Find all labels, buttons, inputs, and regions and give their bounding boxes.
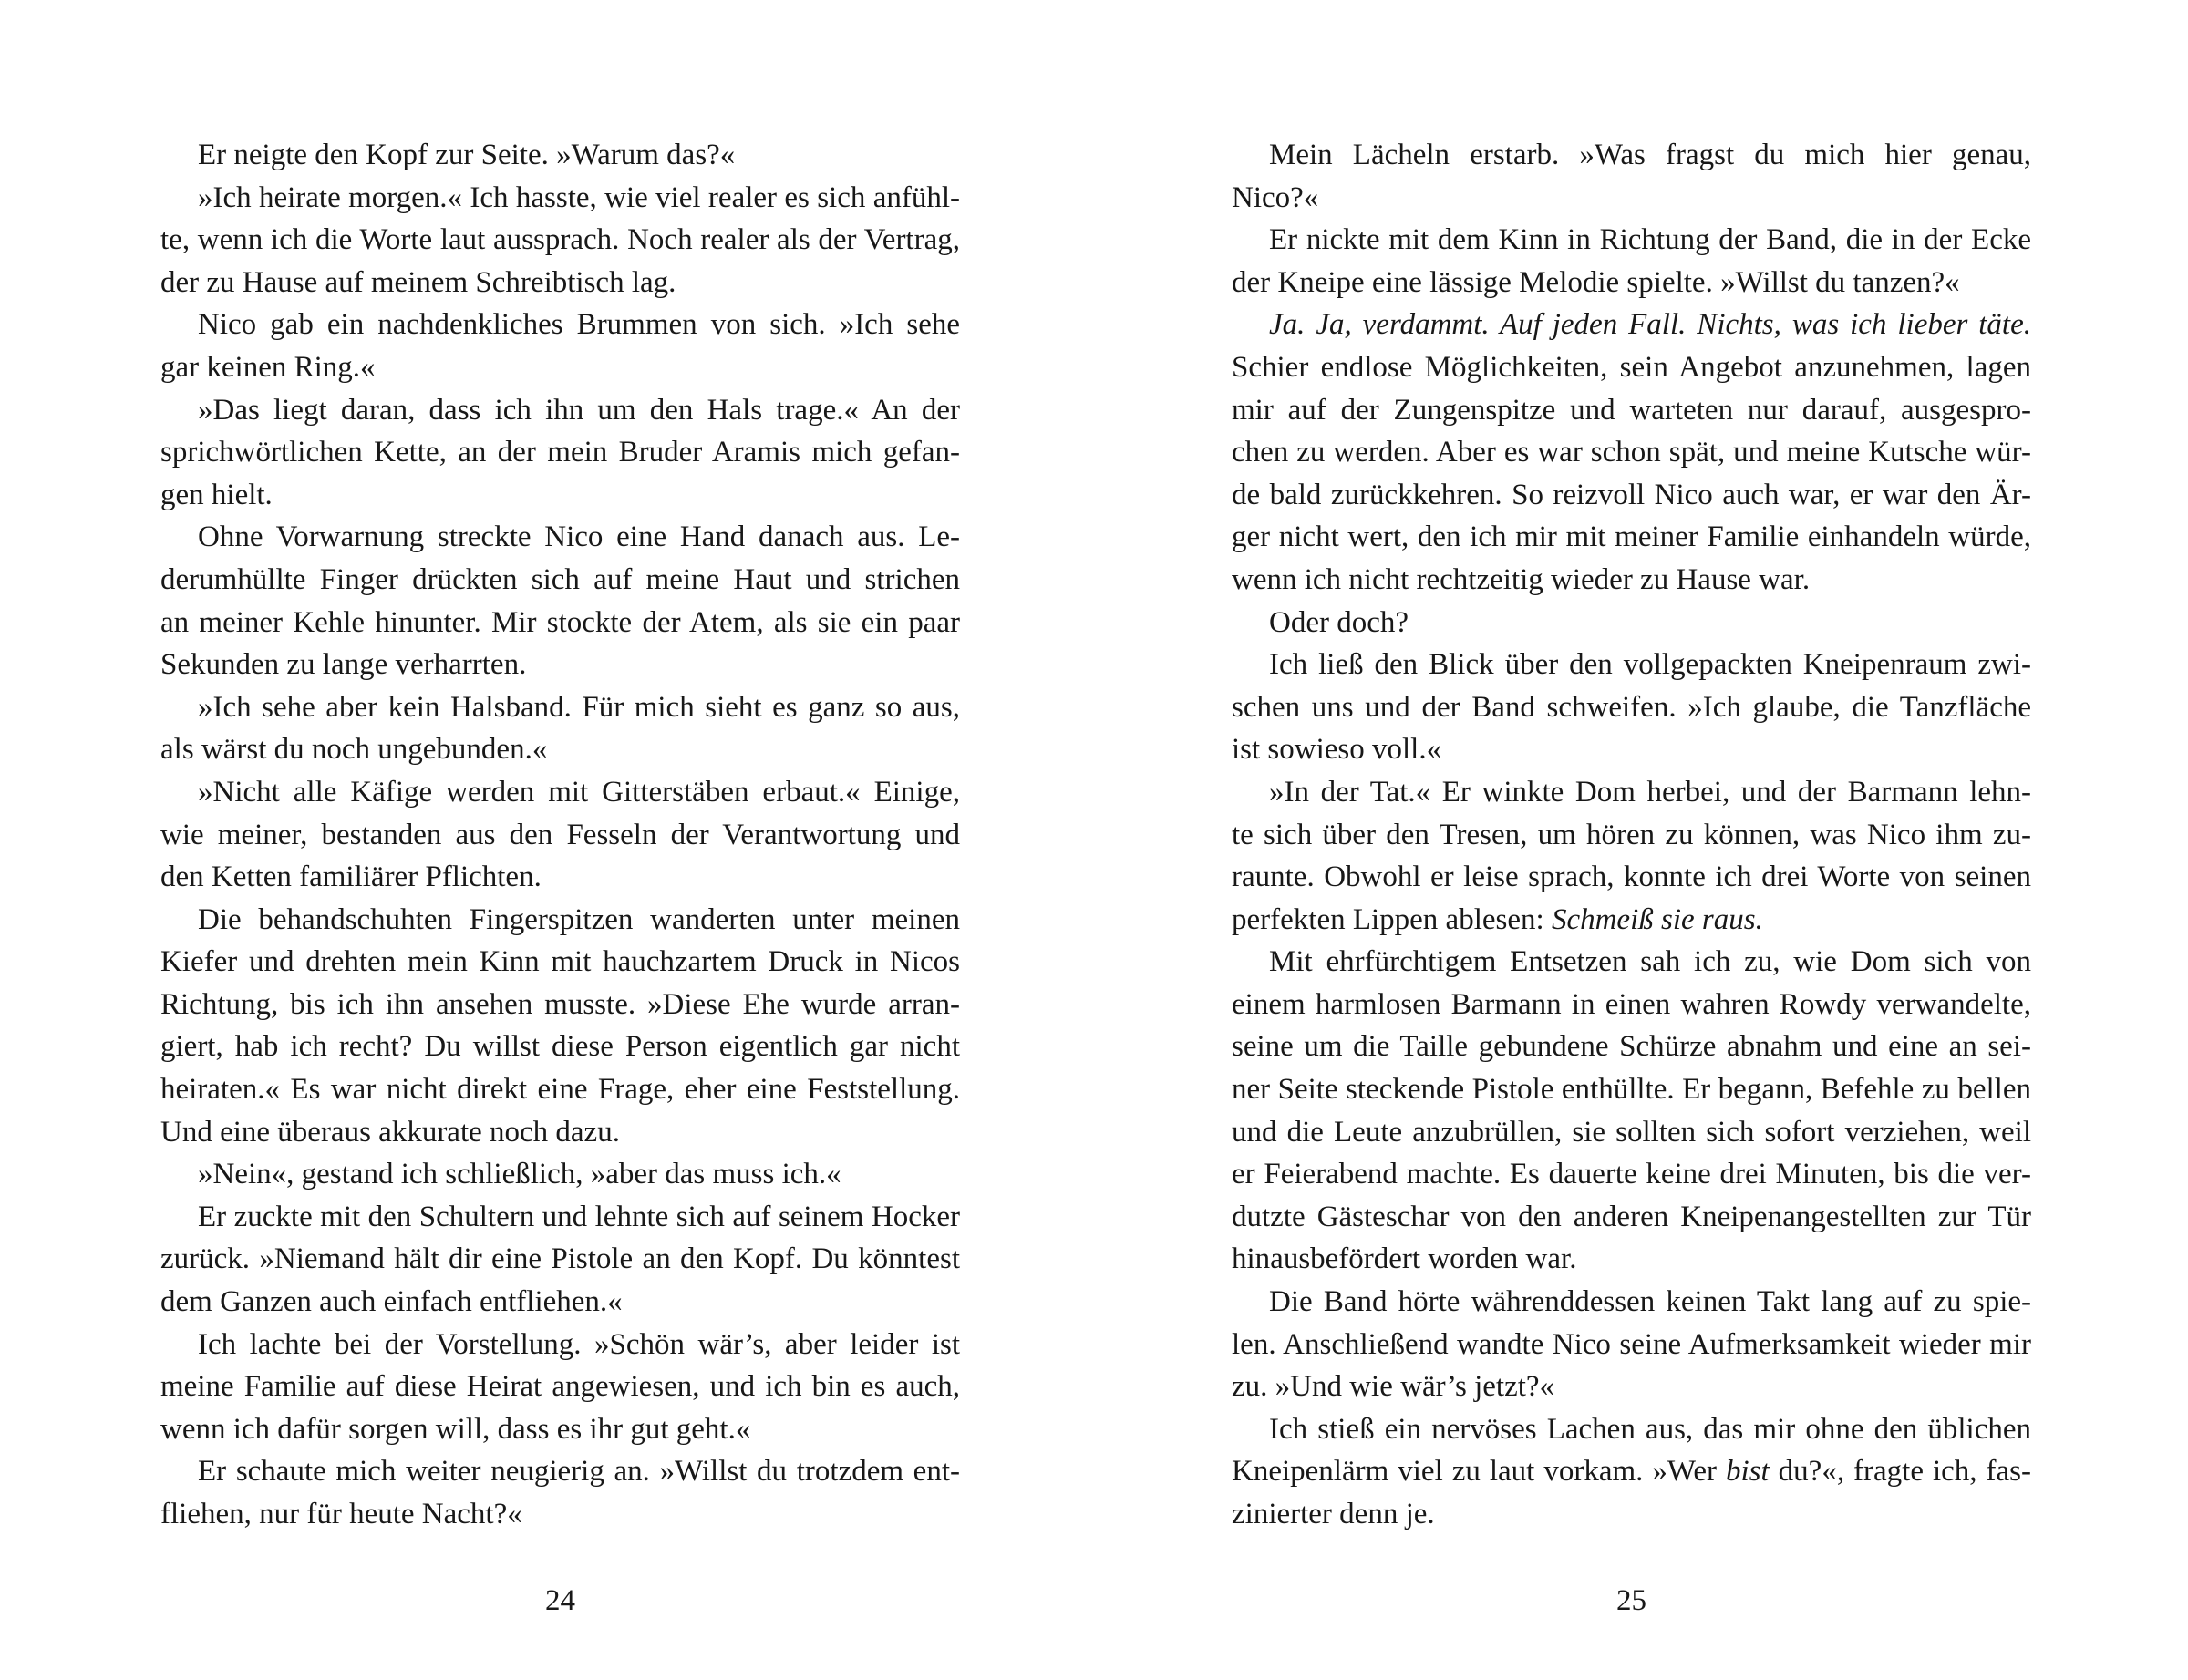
text-line xyxy=(160,262,960,304)
text-line xyxy=(160,219,960,262)
text-segment: und die Leute anzubrüllen, sie sollten sich sofort verziehen, weil xyxy=(1232,1115,2031,1149)
text-segment: Ich lachte bei der Vorstellung. »Schön wär’s, aber leider ist xyxy=(198,1327,960,1361)
text-segment: Sekunden zu lange verharrten. xyxy=(160,648,527,682)
text-segment: als wärst du noch ungebunden.« xyxy=(160,733,548,767)
text-line xyxy=(1232,219,2031,262)
text-segment: Richtung, bis ich ihn ansehen musste. »Diese Ehe wurde arran- xyxy=(160,987,960,1021)
italic-text-segment: Schmeiß sie raus. xyxy=(1551,902,1763,936)
text-line xyxy=(160,474,960,517)
page-number-left: 24 xyxy=(545,1584,575,1617)
text-line xyxy=(160,559,960,602)
text-line xyxy=(160,346,960,389)
text-segment: wenn ich nicht rechtzeitig wieder zu Hause war. xyxy=(1232,562,1811,596)
text-segment: giert, hab ich recht? Du willst diese Person eigentlich gar nicht xyxy=(160,1030,960,1064)
text-line xyxy=(1232,856,2031,899)
text-segment: Er nickte mit dem Kinn in Richtung der Band, die in der Ecke xyxy=(1269,223,2031,257)
text-line xyxy=(160,644,960,686)
text-segment: raunte. Obwohl er leise sprach, konnte ich drei Worte von seinen xyxy=(1232,861,2031,894)
text-segment: sprichwörtlichen Kette, an der mein Bruder Aramis mich gefan- xyxy=(160,436,960,469)
text-segment: Ich stieß ein nervöses Lachen aus, das mir ohne den üblichen xyxy=(1269,1412,2031,1446)
text-segment: »Das liegt daran, dass ich ihn um den Hals trage.« An der xyxy=(198,393,960,427)
text-line xyxy=(160,941,960,984)
text-line xyxy=(160,1366,960,1408)
text-line xyxy=(160,771,960,814)
text-segment: du?«, fragte ich, fas- xyxy=(1769,1455,2032,1489)
text-segment: seine um die Taille gebundene Schürze abnahm und eine an sei- xyxy=(1232,1030,2031,1064)
text-line xyxy=(160,1153,960,1196)
text-segment: dutzte Gästeschar von den anderen Kneipenangestellten zur Tür xyxy=(1232,1200,2031,1233)
text-segment: ner Seite steckende Pistole enthüllte. Er begann, Befehle zu bellen xyxy=(1232,1073,2031,1107)
text-segment: Nico?« xyxy=(1232,180,1319,214)
text-line xyxy=(1232,1196,2031,1239)
text-segment: den Ketten familiärer Pflichten. xyxy=(160,861,542,894)
text-line xyxy=(160,1408,960,1451)
italic-text-segment: bist xyxy=(1726,1455,1770,1489)
text-segment: len. Anschließend wandte Nico seine Aufmerksamkeit wieder mir xyxy=(1232,1327,2031,1361)
text-segment: »Nicht alle Käfige werden mit Gitterstäben erbaut.« Einige, xyxy=(198,775,960,809)
text-segment: Die Band hörte währenddessen keinen Takt lang auf zu spie- xyxy=(1269,1285,2031,1319)
text-segment: hinausbefördert worden war. xyxy=(1232,1242,1577,1276)
text-segment: chen zu werden. Aber es war schon spät, und meine Kutsche wür- xyxy=(1232,436,2031,469)
text-segment: Er schaute mich weiter neugierig an. »Willst du trotzdem ent- xyxy=(198,1455,960,1489)
text-segment: dem Ganzen auch einfach entfliehen.« xyxy=(160,1285,623,1319)
text-segment: wie meiner, bestanden aus den Fesseln der Verantwortung und xyxy=(160,818,960,851)
text-line xyxy=(1232,1153,2031,1196)
text-line xyxy=(1232,304,2031,346)
text-segment: Nico gab ein nachdenkliches Brummen von sich. »Ich sehe xyxy=(198,308,960,342)
text-segment: fliehen, nur für heute Nacht?« xyxy=(160,1498,522,1531)
text-segment: Die behandschuhten Fingerspitzen wanderten unter meinen xyxy=(198,902,960,936)
text-segment: derumhüllte Finger drückten sich auf meine Haut und strichen xyxy=(160,562,960,596)
text-segment: ist sowieso voll.« xyxy=(1232,733,1442,767)
text-segment: Schier endlose Möglichkeiten, sein Angebot anzunehmen, lagen xyxy=(1232,350,2031,384)
text-segment: de bald zurückkehren. So reizvoll Nico auch war, er war den Är- xyxy=(1232,478,2031,511)
text-line xyxy=(160,177,960,220)
text-segment: Kiefer und drehten mein Kinn mit hauchzartem Druck in Nicos xyxy=(160,945,960,979)
text-segment: ger nicht wert, den ich mir mit meiner Familie einhandeln würde, xyxy=(1232,520,2031,554)
text-line xyxy=(160,1196,960,1239)
text-segment: gar keinen Ring.« xyxy=(160,350,376,384)
text-segment: Ich ließ den Blick über den vollgepackten Kneipenraum zwi- xyxy=(1269,648,2031,682)
text-line xyxy=(1232,346,2031,389)
text-segment: der Kneipe eine lässige Melodie spielte. »Willst du tanzen?« xyxy=(1232,265,1960,299)
text-segment: »Ich sehe aber kein Halsband. Für mich sieht es ganz so aus, xyxy=(198,690,960,724)
text-line xyxy=(160,686,960,729)
text-line xyxy=(1232,1408,2031,1451)
text-segment: der zu Hause auf meinem Schreibtisch lag. xyxy=(160,265,676,299)
text-segment: »Nein«, gestand ich schließlich, »aber das muss ich.« xyxy=(198,1158,841,1191)
text-column-right xyxy=(1232,134,2031,1536)
text-line xyxy=(160,1111,960,1154)
text-segment: an meiner Kehle hinunter. Mir stockte der Atem, als sie ein paar xyxy=(160,605,960,639)
text-segment: Oder doch? xyxy=(1269,605,1409,639)
text-segment: te, wenn ich die Worte laut aussprach. Noch realer als der Vertrag, xyxy=(160,223,960,257)
text-line xyxy=(160,1238,960,1281)
text-line xyxy=(160,728,960,771)
text-segment: zinierter denn je. xyxy=(1232,1498,1435,1531)
italic-text-segment: Ja. Ja, verdammt. Auf jeden Fall. Nichts, was ich lieber täte. xyxy=(1269,308,2031,342)
text-line xyxy=(160,856,960,899)
text-line xyxy=(1232,1238,2031,1281)
text-segment: »In der Tat.« Er winkte Dom herbei, und der Barmann lehn- xyxy=(1269,775,2031,809)
text-segment: schen uns und der Band schweifen. »Ich glaube, die Tanzfläche xyxy=(1232,690,2031,724)
text-line xyxy=(160,602,960,644)
text-segment: heiraten.« Es war nicht direkt eine Frage, eher eine Feststellung. xyxy=(160,1073,960,1107)
text-line xyxy=(1232,474,2031,517)
text-line xyxy=(1232,1281,2031,1324)
text-line xyxy=(1232,389,2031,432)
text-segment: zurück. »Niemand hält dir eine Pistole an den Kopf. Du könntest xyxy=(160,1242,960,1276)
text-line xyxy=(160,1324,960,1366)
text-line xyxy=(1232,644,2031,686)
text-line xyxy=(160,814,960,857)
text-line xyxy=(160,1068,960,1111)
text-line xyxy=(1232,814,2031,857)
text-line xyxy=(1232,1111,2031,1154)
text-line xyxy=(1232,1026,2031,1068)
text-segment: er Feierabend machte. Es dauerte keine drei Minuten, bis die ver- xyxy=(1232,1158,2031,1191)
text-segment: gen hielt. xyxy=(160,478,273,511)
text-line xyxy=(1232,431,2031,474)
text-line xyxy=(1232,1493,2031,1536)
text-segment: perfekten Lippen ablesen: xyxy=(1232,902,1552,936)
text-segment: Ohne Vorwarnung streckte Nico eine Hand danach aus. Le- xyxy=(198,520,960,554)
text-line xyxy=(160,134,960,177)
text-segment: Er neigte den Kopf zur Seite. »Warum das?« xyxy=(198,139,736,171)
text-segment: Er zuckte mit den Schultern und lehnte sich auf seinem Hocker xyxy=(198,1200,960,1233)
text-line xyxy=(160,1026,960,1068)
text-line xyxy=(1232,559,2031,602)
text-segment: te sich über den Tresen, um hören zu können, was Nico ihm zu- xyxy=(1232,818,2031,851)
text-segment: Mit ehrfürchtigem Entsetzen sah ich zu, wie Dom sich von xyxy=(1269,945,2031,979)
text-line xyxy=(1232,984,2031,1026)
text-line xyxy=(160,1450,960,1493)
text-line xyxy=(1232,1068,2031,1111)
text-line xyxy=(1232,177,2031,220)
text-line xyxy=(1232,941,2031,984)
text-segment: wenn ich dafür sorgen will, dass es ihr gut geht.« xyxy=(160,1412,751,1446)
text-segment: zu. »Und wie wär’s jetzt?« xyxy=(1232,1370,1555,1404)
text-segment: »Ich heirate morgen.« Ich hasste, wie viel realer es sich anfühl- xyxy=(198,180,960,214)
text-segment: meine Familie auf diese Heirat angewiesen, und ich bin es auch, xyxy=(160,1370,960,1404)
text-segment: Kneipenlärm viel zu laut vorkam. »Wer xyxy=(1232,1455,1726,1489)
text-line xyxy=(1232,134,2031,177)
text-line xyxy=(160,431,960,474)
text-column-left xyxy=(160,134,960,1536)
text-line xyxy=(160,1281,960,1324)
text-line xyxy=(1232,602,2031,644)
text-line xyxy=(160,516,960,559)
text-segment: einem harmlosen Barmann in einen wahren Rowdy verwandelte, xyxy=(1232,987,2031,1021)
text-segment: mir auf der Zungenspitze und warteten nur darauf, ausgespro- xyxy=(1232,393,2031,427)
text-line xyxy=(160,1493,960,1536)
text-line xyxy=(1232,686,2031,729)
text-line xyxy=(1232,1366,2031,1408)
text-line xyxy=(1232,899,2031,942)
text-segment: Und eine überaus akkurate noch dazu. xyxy=(160,1115,620,1149)
text-line xyxy=(160,389,960,432)
text-line xyxy=(1232,771,2031,814)
text-line xyxy=(1232,516,2031,559)
text-line xyxy=(160,304,960,346)
text-line xyxy=(1232,1324,2031,1366)
text-line xyxy=(160,984,960,1026)
text-line xyxy=(160,899,960,942)
text-segment: Mein Lächeln erstarb. »Was fragst du mich hier genau, xyxy=(1269,139,2031,171)
text-line xyxy=(1232,262,2031,304)
text-line xyxy=(1232,728,2031,771)
text-line xyxy=(1232,1450,2031,1493)
page-number-right: 25 xyxy=(1616,1584,1646,1617)
